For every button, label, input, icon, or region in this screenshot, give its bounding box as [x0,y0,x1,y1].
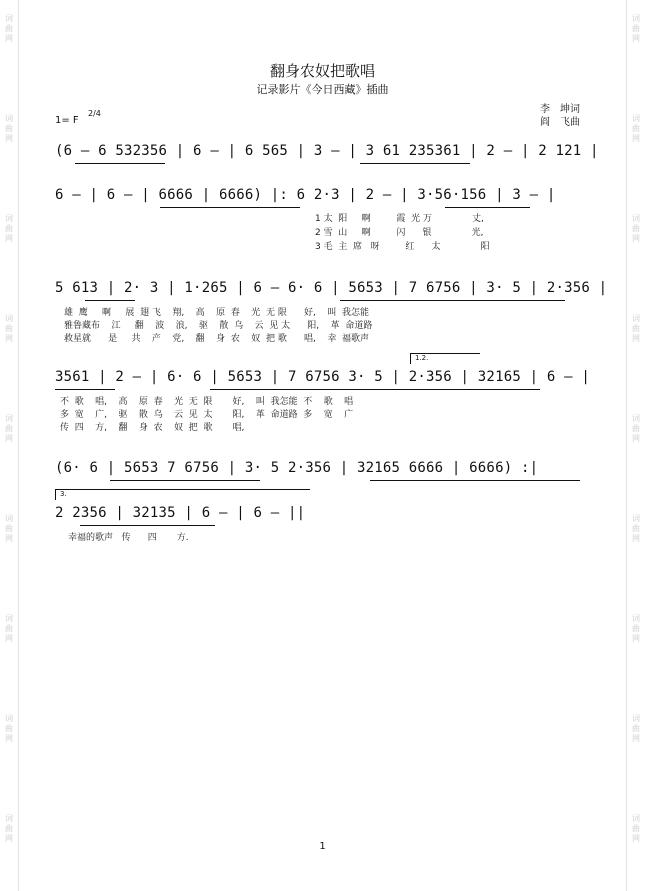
lyric-coda: 幸福的歌声 传 四 方. [68,533,189,543]
page-number: 1 [319,841,326,852]
time-signature: 2/4 [88,109,101,118]
notation-line-3: 5 613 | 2· 3 | 1·265 | 6 — 6· 6 | 5653 | 7 6756 | 3· 5 | 2·356 | [55,280,608,296]
beam-line [160,207,300,208]
watermark-text: 词曲网 [632,14,640,43]
watermark-text: 词曲网 [5,414,13,443]
beam-line [370,480,580,481]
watermark-text: 词曲网 [632,614,640,643]
beam-line [55,389,115,390]
watermark-text: 词曲网 [632,114,640,143]
lyric-verse-1: 雄 鹰 啊 展 翅 飞 翔, 高 原 春 光 无 限 好, 叫 我怎能 [64,308,370,318]
notation-line-1: (6 — 6 532356 | 6 — | 6 565 | 3 — | 3 61 235361 | 2 — | 2 121 | [55,143,599,159]
lyric-verse-1: 不 歌 唱, 高 原 春 光 无 限 好, 叫 我怎能 不 歌 唱 [60,397,354,407]
watermark-text: 词曲网 [632,514,640,543]
watermark-text: 词曲网 [632,714,640,743]
beam-line [340,300,565,301]
watermark-text: 词曲网 [632,414,640,443]
watermark-text: 词曲网 [5,14,13,43]
lyric-verse-1: 1 太 阳 啊 霞 光 万 丈, [315,214,484,224]
notation-line-2: 6 — | 6 — | 6666 | 6666) |: 6 2·3 | 2 — | 3·56·156 | 3 — | [55,187,556,203]
beam-line [80,525,215,526]
notation-line-5: (6· 6 | 5653 7 6756 | 3· 5 2·356 | 32165 6666 | 6666) :| [55,460,539,476]
lyricist-credit: 李 坤词 [540,104,580,115]
beam-line [85,300,135,301]
beam-line [75,163,165,164]
beam-line [445,207,530,208]
volta-bracket-3: 3. [55,489,310,500]
composer-credit: 阎 飞曲 [540,117,580,128]
watermark-text: 词曲网 [5,114,13,143]
lyric-verse-2: 雅鲁藏布 江 翻 波 浪, 驱 散 乌 云 见 太 阳, 革 命道路 [64,321,373,331]
watermark-text: 词曲网 [632,314,640,343]
watermark-text: 词曲网 [5,314,13,343]
watermark-text: 词曲网 [5,514,13,543]
beam-line [110,480,260,481]
watermark-text: 词曲网 [632,214,640,243]
lyric-verse-3: 3 毛 主 席 呀 红 太 阳 [315,242,490,252]
lyric-verse-3: 救星就 是 共 产 党, 翻 身 农 奴 把 歌 唱, 幸 福歌声 [64,334,370,344]
volta-bracket-1-2: 1.2. [410,353,480,364]
watermark-text: 词曲网 [5,714,13,743]
watermark-text: 词曲网 [5,814,13,843]
lyric-verse-2: 2 雪 山 啊 闪 银 光, [315,228,484,238]
left-watermark-strip [0,0,19,891]
beam-line [210,389,540,390]
key-signature: 1= F [55,115,79,126]
notation-line-4: 3561 | 2 — | 6· 6 | 5653 | 7 6756 3· 5 | 2·356 | 32165 | 6 — | [55,369,590,385]
watermark-text: 词曲网 [5,614,13,643]
song-subtitle: 记录影片《今日西藏》插曲 [256,83,389,96]
right-watermark-strip [626,0,645,891]
beam-line [360,163,470,164]
lyric-verse-2: 多 宽 广, 驱 散 乌 云 见 太 阳, 革 命道路 多 宽 广 [60,410,354,420]
watermark-text: 词曲网 [632,814,640,843]
watermark-text: 词曲网 [5,214,13,243]
song-title: 翻身农奴把歌唱 [269,62,375,80]
lyric-verse-3: 传 四 方, 翻 身 农 奴 把 歌 唱, [60,423,245,433]
notation-line-6: 2 2356 | 32135 | 6 — | 6 — || [55,505,306,521]
